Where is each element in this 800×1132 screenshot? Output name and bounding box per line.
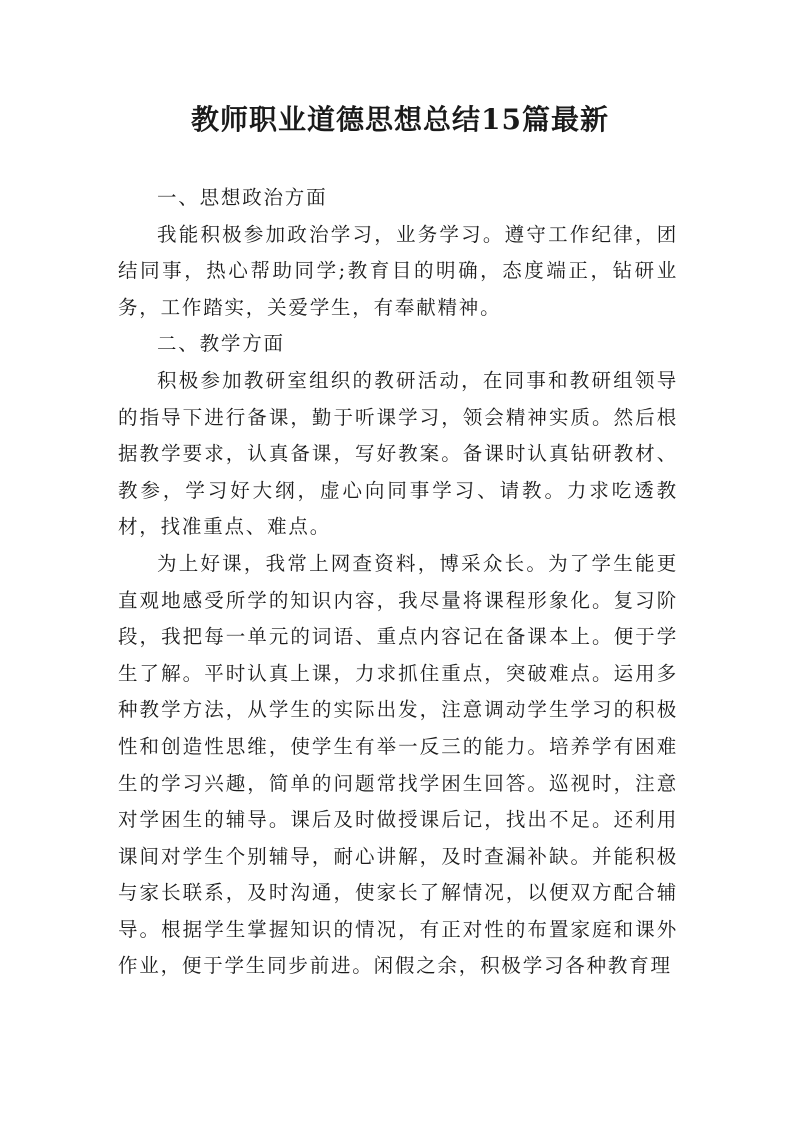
document-body bbox=[118, 180, 678, 985]
paragraph-lesson-preparation: 积极参加教研室组织的教研活动，在同事和教研组领导的指导下进行备课，勤于听课学习，领会精神实质。然后根据教学要求，认真备课，写好教案。备课时认真钻研教材、教参，学习好大纲，虚心向同事学习、请教。力求吃透教材，找准重点、难点。 bbox=[118, 368, 678, 539]
section-heading-teaching: 二、教学方面 bbox=[157, 332, 285, 356]
section-heading-political: 一、思想政治方面 bbox=[157, 186, 328, 209]
paragraph-political: 我能积极参加政治学习，业务学习。遵守工作纪律，团结同事，热心帮助同学;教育目的明确，态度端正，钻研业务，工作踏实，关爱学生，有奉献精神。 bbox=[118, 222, 678, 319]
paragraph-teaching-methods: 为上好课，我常上网查资料，博采众长。为了学生能更直观地感受所学的知识内容，我尽量将课程形象化。复习阶段，我把每一单元的词语、重点内容记在备课本上。便于学生了解。平时认真上课，力求抓住重点，突破难点。运用多种教学方法，从学生的实际出发，注意调动学生学习的积极性和创造性思维，使学生有举一反三的能力。培养学有困难生的学习兴趣，简单的问题常找学困生回答。巡视时，注意对学困生的辅导。课后及时做授课后记，找出不足。还利用课间对学生个别辅导，耐心讲解，及时查漏补缺。并能积极与家长联系，及时沟通，使家长了解情况，以便双方配合辅导。根据学生掌握知识的情况，有正对性的布置家庭和课外作业，便于学生同步前进。闲假之余，积极学习各种教育理 bbox=[118, 551, 678, 978]
document-title: 教师职业道德思想总结15篇最新 bbox=[191, 103, 609, 136]
